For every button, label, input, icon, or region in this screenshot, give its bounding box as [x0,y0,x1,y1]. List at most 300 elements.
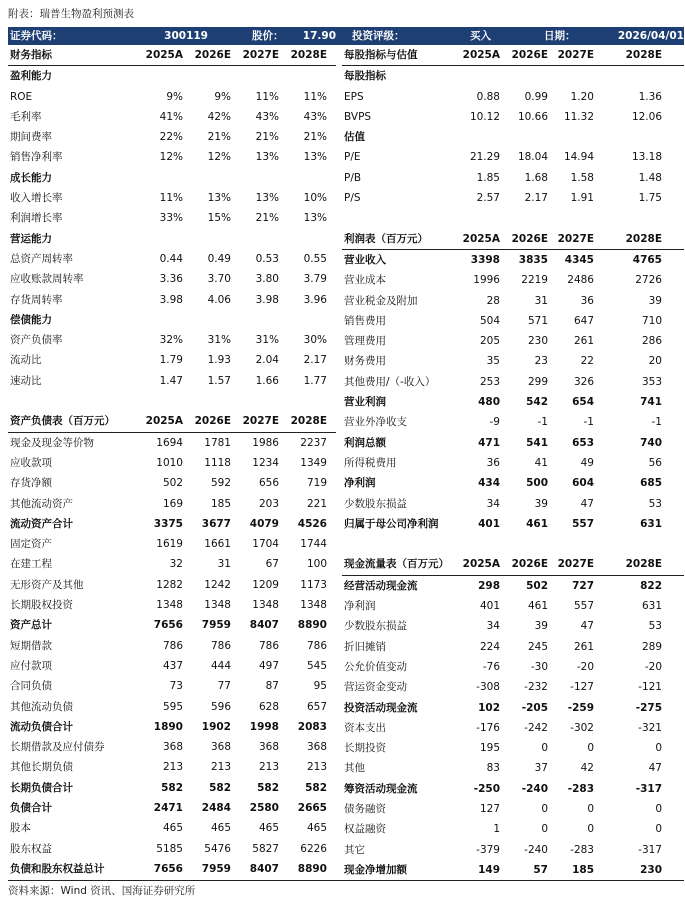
row-label: 净利润 [344,600,376,613]
section-row [342,66,684,86]
cell-value: 353 [641,375,662,388]
cell-value: 437 [162,659,183,672]
cell-value: -321 [638,721,662,734]
cell-value: 21% [207,131,231,144]
table-header-row [342,554,684,575]
cell-value: 1.91 [570,192,594,205]
report-date: 2026/04/01 [617,30,684,42]
table-row [8,350,336,370]
table-row [342,534,684,554]
table-row [8,249,336,269]
cell-value: 77 [217,680,231,693]
row-label: ROE [10,90,33,103]
cell-value: 657 [306,700,327,713]
cell-value: 224 [479,640,500,653]
cell-value: 1.77 [303,374,327,387]
cell-value: 3835 [518,253,548,266]
cell-value: 28 [486,294,500,307]
cell-value: 7656 [153,619,183,632]
cell-value: 5827 [252,842,279,855]
cell-value: -250 [473,782,500,795]
cell-value: 5185 [156,842,183,855]
row-label: 利润表（百万元） [344,232,428,245]
cell-value: 100 [306,558,327,571]
table-row [8,697,336,717]
cell-value: 2027E [557,49,594,61]
row-label: 所得税费用 [344,456,397,469]
row-label: 营运能力 [10,232,52,245]
row-label: 现金流量表（百万元） [344,558,449,571]
cell-value: 1996 [473,274,500,287]
row-label: EPS [344,90,364,103]
cell-value: 2471 [153,801,183,814]
cell-value: 2.17 [524,192,548,205]
table-row [8,473,336,493]
table-row [342,657,684,677]
cell-value: 3.96 [303,293,327,306]
table-row [8,717,336,737]
cell-value: 0 [655,742,662,755]
cell-value: 685 [640,477,662,490]
cell-value: 592 [210,477,231,490]
cell-value: 582 [257,781,279,794]
cell-value: 368 [258,741,279,754]
cell-value: 20 [648,355,662,368]
cell-value: 21% [255,131,279,144]
row-label: 其他费用/（-收入） [344,375,436,388]
cell-value: 42% [207,110,231,123]
row-label: 应收账款周转率 [10,273,84,286]
cell-value: 11.32 [563,110,594,123]
rating-value: 买入 [470,30,491,42]
cell-value: 465 [258,822,279,835]
cell-value: 2025A [145,49,183,61]
row-label: 营业税金及附加 [344,294,418,307]
cell-value: 30% [303,334,327,347]
row-label: 每股指标 [344,70,386,83]
cell-value: -283 [570,843,594,856]
table-row [342,107,684,127]
row-label: 负债合计 [10,801,52,814]
cell-value: 2026E [511,49,548,61]
cell-value: -240 [524,843,548,856]
table-row [8,371,336,391]
cell-value: 0 [541,742,548,755]
table-row [8,391,336,411]
row-label: 归属于母公司净利润 [344,517,439,530]
cell-value: 2726 [635,274,662,287]
cell-value: 2025A [462,232,500,245]
cell-value: 368 [210,741,231,754]
cell-value: 582 [161,781,183,794]
row-label: 其他长期负债 [10,761,73,774]
table-row [342,311,684,331]
cell-value: 2.04 [255,354,279,367]
cell-value: 4079 [249,517,279,530]
cell-value: 2028E [290,415,327,428]
row-label: 流动比 [10,354,42,367]
cell-value: 31% [255,334,279,347]
cell-value: 34 [486,497,500,510]
row-label: P/E [344,151,361,164]
cell-value: 3.79 [303,273,327,286]
table-row [342,779,684,799]
cell-value: 49 [580,456,594,469]
cell-value: 465 [162,822,183,835]
cell-value: 471 [478,436,500,449]
cell-value: 31% [207,334,231,347]
cell-value: 0 [587,802,594,815]
table-header-row [8,45,336,66]
cell-value: 42 [580,762,594,775]
table-row [342,637,684,657]
table-row [342,840,684,860]
row-label: 资产总计 [10,619,52,632]
cell-value: 0 [541,802,548,815]
cell-value: 1.48 [638,171,662,184]
price-label: 股价： [252,30,284,42]
cell-value: 628 [258,700,279,713]
row-label: 管理费用 [344,335,386,348]
cell-value: 213 [306,761,327,774]
cell-value: -242 [524,721,548,734]
cell-value: 47 [580,497,594,510]
table-row [342,331,684,351]
cell-value: 786 [162,639,183,652]
cell-value: 289 [641,640,662,653]
cell-value: 15% [207,212,231,225]
cell-value: 1781 [204,436,231,449]
cell-value: 18.04 [517,151,548,164]
cell-value: -176 [476,721,500,734]
cell-value: -20 [576,660,594,673]
cell-value: 1704 [252,538,279,551]
cell-value: 3398 [470,253,500,266]
cell-value: 13% [255,151,279,164]
cell-value: 740 [640,436,662,449]
table-row [342,758,684,778]
cell-value: 21% [303,131,327,144]
row-label: 销售净利率 [10,151,63,164]
row-label: 财务指标 [10,49,52,61]
table-row [8,269,336,289]
row-label: 存货周转率 [10,293,63,306]
cell-value: 221 [306,497,327,510]
row-label: 股本 [10,822,31,835]
cell-value: -121 [638,681,662,694]
table-row [8,453,336,473]
cell-value: -76 [482,660,500,673]
cell-value: 95 [313,680,327,693]
row-label: 资产负债表（百万元） [10,415,115,428]
cell-value: 1.47 [159,374,183,387]
cell-value: 2025A [145,415,183,428]
cell-value: 11% [255,90,279,103]
table-row [342,819,684,839]
cell-value: 230 [640,863,662,876]
cell-value: 631 [641,600,662,613]
cell-value: 2026E [511,232,548,245]
cell-value: 0 [655,802,662,815]
cell-value: 480 [478,396,500,409]
cell-value: -20 [644,660,662,673]
cell-value: 2027E [242,415,279,428]
row-label: 在建工程 [10,558,52,571]
cell-value: 8890 [297,619,327,632]
cell-value: 710 [641,314,662,327]
cell-value: -259 [567,701,594,714]
cell-value: 465 [210,822,231,835]
cell-value: 401 [478,517,500,530]
cell-value: 504 [479,314,500,327]
cell-value: 57 [533,863,548,876]
cell-value: 23 [534,355,548,368]
table-row [8,433,336,453]
row-label: 应收款项 [10,456,52,469]
stock-code: 300119 [164,30,208,42]
cell-value: 1118 [204,456,231,469]
cell-value: 786 [210,639,231,652]
cell-value: 195 [479,742,500,755]
row-label: P/B [344,171,362,184]
cell-value: 2028E [625,232,662,245]
cell-value: 87 [265,680,279,693]
table-row [8,330,336,350]
cell-value: 13.18 [631,151,662,164]
cell-value: 261 [573,640,594,653]
table-row [8,208,336,228]
row-label: 折旧摊销 [344,640,386,653]
row-label: 速动比 [10,374,42,387]
cell-value: 7959 [201,619,231,632]
cell-value: 9% [214,90,231,103]
cell-value: 4345 [564,253,594,266]
cell-value: -308 [476,681,500,694]
cell-value: 22% [159,131,183,144]
table-row [8,676,336,696]
cell-value: 253 [479,375,500,388]
table-row [342,433,684,453]
table-row [342,596,684,616]
cell-value: 41 [534,456,548,469]
cell-value: 10% [303,192,327,205]
cell-value: 35 [486,355,500,368]
row-label: BVPS [344,110,372,123]
cell-value: 1349 [300,456,327,469]
table-row [342,168,684,188]
table-row [8,147,336,167]
table-row [342,188,684,208]
cell-value: 203 [258,497,279,510]
table-row [342,147,684,167]
table-row [8,188,336,208]
cell-value: 1.57 [207,374,231,387]
cell-value: 230 [527,335,548,348]
table-row [8,778,336,798]
cell-value: -205 [521,701,548,714]
cell-value: 2026E [194,49,231,61]
table-header-row [342,45,684,66]
left-table [8,45,336,879]
cell-value: 2028E [290,49,327,61]
cell-value: 298 [478,579,500,592]
cell-value: 3.70 [207,273,231,286]
cell-value: 1.79 [159,354,183,367]
cell-value: 32% [159,334,183,347]
cell-value: 1.68 [524,171,548,184]
row-label: 经营活动现金流 [344,579,418,592]
table-row [8,595,336,615]
table-header-row [8,411,336,432]
cell-value: -30 [530,660,548,673]
cell-value: 36 [486,456,500,469]
cell-value: 647 [573,314,594,327]
table-row [342,718,684,738]
code-label: 证券代码： [10,30,63,42]
cell-value: 786 [258,639,279,652]
row-label: 固定资产 [10,538,52,551]
table-row [342,698,684,718]
table-row [8,636,336,656]
cell-value: 653 [572,436,594,449]
cell-value: 3.36 [159,273,183,286]
cell-value: 502 [162,477,183,490]
cell-value: 102 [478,701,500,714]
right-table [342,45,684,880]
cell-value: 1998 [249,720,279,733]
cell-value: 741 [640,396,662,409]
cell-value: 0 [587,742,594,755]
cell-value: 1.36 [638,90,662,103]
row-label: 少数股东损益 [344,497,407,510]
cell-value: 1.66 [255,374,279,387]
cell-value: 21% [255,212,279,225]
cell-value: 2.17 [303,354,327,367]
table-row [8,514,336,534]
cell-value: 326 [573,375,594,388]
cell-value: 1348 [156,599,183,612]
cell-value: 185 [572,863,594,876]
table-row [342,616,684,636]
cell-value: 47 [648,762,662,775]
cell-value: 1348 [300,599,327,612]
row-label: 长期借款及应付债券 [10,741,105,754]
cell-value: 0.44 [159,252,183,265]
section-row [8,310,336,330]
table-row [342,270,684,290]
table-row [8,494,336,514]
cell-value: -1 [651,416,662,429]
cell-value: 582 [209,781,231,794]
row-label: 其他流动资产 [10,497,73,510]
cell-value: 56 [648,456,662,469]
cell-value: 0.88 [476,90,500,103]
cell-value: -1 [583,416,594,429]
row-label: 长期投资 [344,742,386,755]
cell-value: 13% [255,192,279,205]
cell-value: 582 [305,781,327,794]
cell-value: 3.98 [159,293,183,306]
page-title: 附表：瑞普生物盈利预测表 [8,8,134,20]
cell-value: 1744 [300,538,327,551]
cell-value: 571 [527,314,548,327]
cell-value: 7656 [153,862,183,875]
section-row [8,168,336,188]
cell-value: 1.58 [570,171,594,184]
cell-value: 4765 [632,253,662,266]
row-label: 盈利能力 [10,70,52,83]
row-label: 投资活动现金流 [344,701,418,714]
cell-value: 1.85 [476,171,500,184]
row-label: 销售费用 [344,314,386,327]
cell-value: 595 [162,700,183,713]
cell-value: 13% [207,192,231,205]
cell-value: 2026E [511,558,548,571]
cell-value: 73 [169,680,183,693]
table-row [342,250,684,270]
cell-value: 127 [479,802,500,815]
cell-value: 727 [572,579,594,592]
table-row [342,453,684,473]
cell-value: 786 [306,639,327,652]
cell-value: 2580 [249,801,279,814]
table-row [8,554,336,574]
row-label: 毛利率 [10,110,42,123]
table-row [342,494,684,514]
cell-value: 83 [486,762,500,775]
cell-value: 557 [572,517,594,530]
cell-value: 2237 [300,436,327,449]
cell-value: -9 [489,416,500,429]
cell-value: 31 [217,558,231,571]
cell-value: 213 [162,761,183,774]
cell-value: 39 [534,620,548,633]
row-label: 利润增长率 [10,212,63,225]
cell-value: 1661 [204,538,231,551]
table-row [342,392,684,412]
cell-value: 169 [162,497,183,510]
section-row [342,127,684,147]
cell-value: 3.80 [255,273,279,286]
cell-value: 41% [159,110,183,123]
row-label: 每股指标与估值 [344,49,418,61]
table-row [8,656,336,676]
cell-value: 1986 [252,436,279,449]
cell-value: 2026E [194,415,231,428]
row-label: 其它 [344,843,365,856]
cell-value: 5476 [204,842,231,855]
cell-value: 0.55 [303,252,327,265]
cell-value: 13% [303,212,327,225]
cell-value: 43% [303,110,327,123]
cell-value: 604 [572,477,594,490]
row-label: 利润总额 [344,436,386,449]
cell-value: 53 [648,620,662,633]
cell-value: 596 [210,700,231,713]
table-row [8,839,336,859]
cell-value: 2027E [557,232,594,245]
cell-value: 631 [640,517,662,530]
cell-value: 1.75 [638,192,662,205]
cell-value: 3.98 [255,293,279,306]
table-row [342,738,684,758]
row-label: 负债和股东权益总计 [10,862,105,875]
section-row [8,229,336,249]
cell-value: 261 [573,335,594,348]
rating-label: 投资评级： [352,30,405,42]
row-label: 现金净增加额 [344,863,407,876]
row-label: 流动资产合计 [10,517,73,530]
